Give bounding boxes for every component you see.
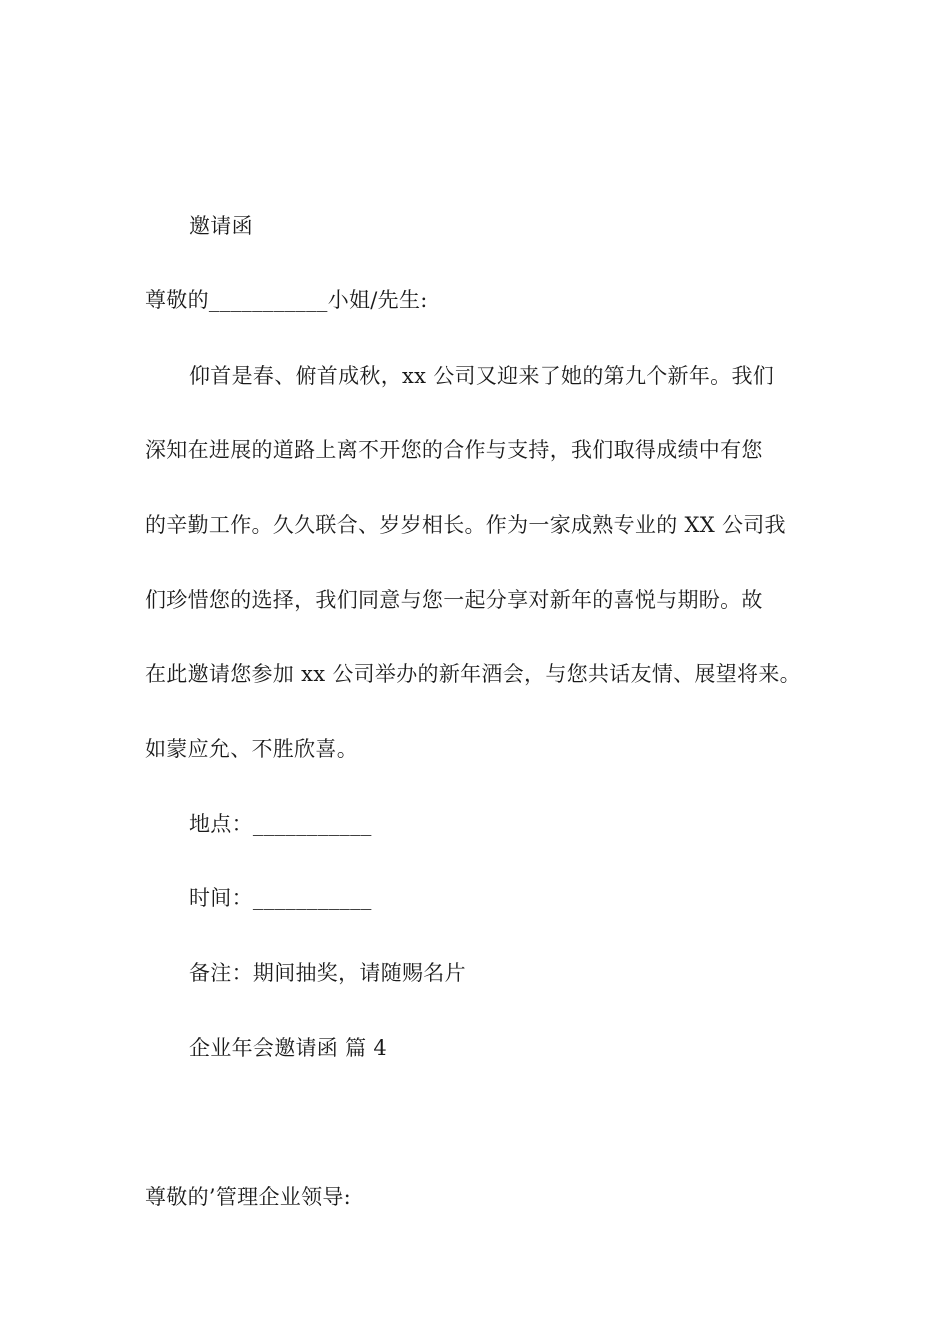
note-line: 备注：期间抽奖，请随赐名片 xyxy=(189,961,466,985)
time-field: 时间：___________ xyxy=(189,886,372,910)
section-heading: 企业年会邀请函 篇 4 xyxy=(189,1036,388,1060)
location-field: 地点：___________ xyxy=(189,812,372,836)
body-line-1: 仰首是春、俯首成秋，xx 公司又迎来了她的第九个新年。我们 xyxy=(189,364,775,388)
body-line-6: 如蒙应允、不胜欣喜。 xyxy=(145,737,358,761)
body-line-3: 的辛勤工作。久久联合、岁岁相长。作为一家成熟专业的 XX 公司我 xyxy=(145,513,786,537)
letter-title: 邀请函 xyxy=(189,214,253,238)
body-line-4: 们珍惜您的选择，我们同意与您一起分享对新年的喜悦与期盼。故 xyxy=(145,588,763,612)
body-line-2: 深知在进展的道路上离不开您的合作与支持，我们取得成绩中有您 xyxy=(145,438,763,462)
salutation: 尊敬的___________小姐/先生: xyxy=(145,288,428,312)
body-line-5: 在此邀请您参加 xx 公司举办的新年酒会，与您共话友情、展望将来。 xyxy=(145,662,801,686)
next-salutation: 尊敬的’管理企业领导: xyxy=(145,1185,352,1209)
